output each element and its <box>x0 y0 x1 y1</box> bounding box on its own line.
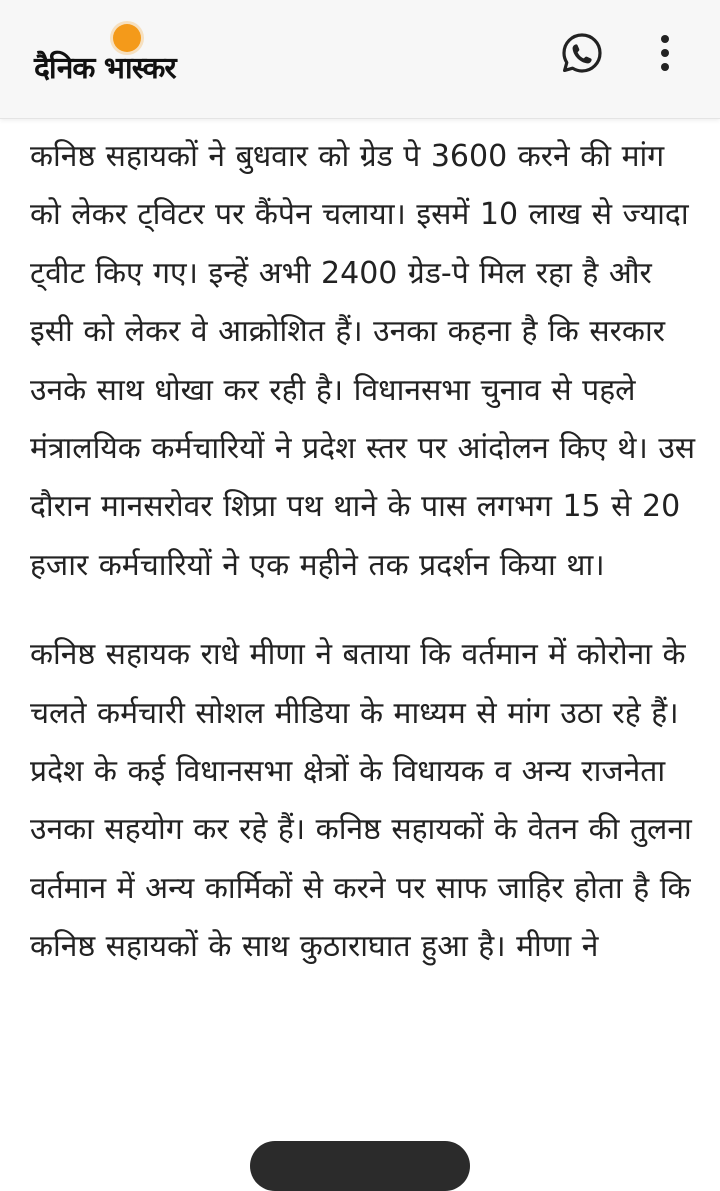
whatsapp-icon[interactable] <box>560 31 604 75</box>
floating-action-pill[interactable] <box>250 1141 470 1191</box>
logo-text: दैनिक भास्कर <box>34 51 176 86</box>
app-header <box>0 0 720 119</box>
article-body <box>30 128 698 1008</box>
article-paragraph: कनिष्ठ सहायक राधे मीणा ने बताया कि वर्तमान में कोरोना के चलते कर्मचारी सोशल मीडिया के माध्यम से मांग उठा रहे हैं। प्रदेश के कई विधानसभा क्षेत्रों के विधायक व अन्य राजनेता उनका सहयोग कर रहे हैं। कनिष्ठ सहायकों के वेतन की तुलना वर्तमान में अन्य कार्मिकों से करने पर साफ जाहिर होता है कि कनिष्ठ सहायकों के साथ कुठाराघात हुआ है। मीणा ने <box>30 637 692 965</box>
logo-sun-icon <box>113 24 141 52</box>
more-vert-icon[interactable] <box>650 30 680 76</box>
article-paragraph: कनिष्ठ सहायकों ने बुधवार को ग्रेड पे 3600 करने की मांग को लेकर ट्विटर पर कैंपेन चलाया। इसमें 10 लाख से ज्यादा ट्वीट किए गए। इन्हें अभी 2400 ग्रेड-पे मिल रहा है और इसी को लेकर वे आक्रोशित हैं। उनका कहना है कि सरकार उनके साथ धोखा कर रही है। विधानसभा चुनाव से पहले मंत्रालयिक कर्मचारियों ने प्रदेश स्तर पर आंदोलन किए थे। उस दौरान मानसरोवर शिप्रा पथ थाने के पास लगभग 15 से 20 हजार कर्मचारियों ने एक महीने तक प्रदर्शन किया था। <box>30 139 696 583</box>
dainik-bhaskar-logo[interactable] <box>34 22 234 92</box>
